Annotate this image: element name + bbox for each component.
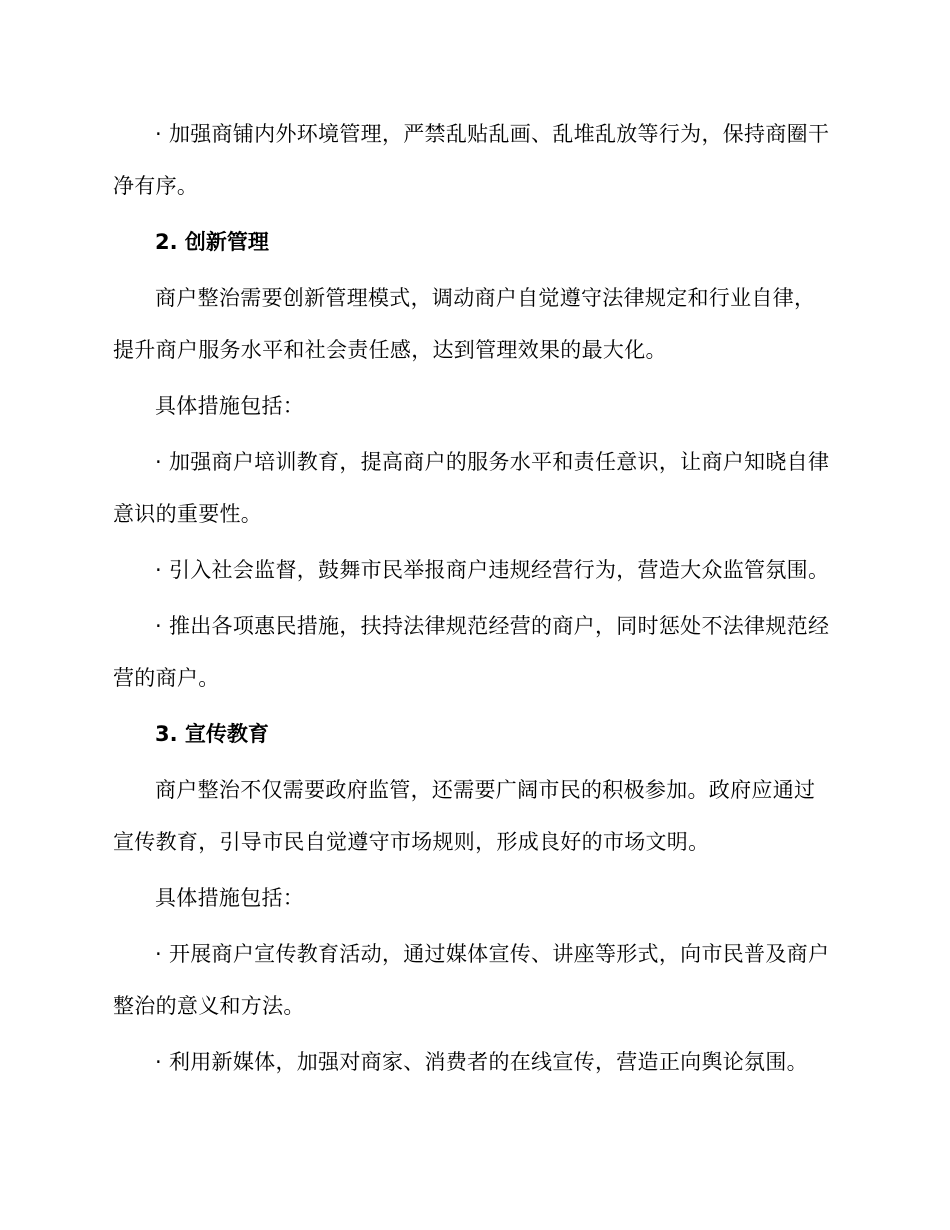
bullet-environment-management: · 加强商铺内外环境管理，严禁乱贴乱画、乱堆乱放等行为，保持商圈干净有序。 xyxy=(113,122,830,198)
paragraph-measures-intro-2: 具体措施包括： xyxy=(155,886,305,910)
bullet-education-activities: · 开展商户宣传教育活动，通过媒体宣传、讲座等形式，向市民普及商户整治的意义和方法。 xyxy=(113,942,830,1018)
bullet-merchant-training: · 加强商户培训教育，提高商户的服务水平和责任意识，让商户知晓自律意识的重要性。 xyxy=(113,450,830,526)
paragraph-innovative-management: 商户整治需要创新管理模式，调动商户自觉遵守法律规定和行业自律，提升商户服务水平和社会责任感，达到管理效果的最大化。 xyxy=(113,286,816,362)
paragraph-measures-intro: 具体措施包括： xyxy=(155,394,305,418)
bullet-benefit-measures: · 推出各项惠民措施，扶持法律规范经营的商户，同时惩处不法律规范经营的商户。 xyxy=(113,614,830,690)
section-heading-innovative-management: 2. 创新管理 xyxy=(155,230,269,254)
document-page xyxy=(113,108,833,1088)
paragraph-publicity-education: 商户整治不仅需要政府监管，还需要广阔市民的积极参加。政府应通过宣传教育，引导市民自觉遵守市场规则，形成良好的市场文明。 xyxy=(113,778,816,854)
section-heading-publicity-education: 3. 宣传教育 xyxy=(155,722,269,746)
bullet-new-media: · 利用新媒体，加强对商家、消费者的在线宣传，营造正向舆论氛围。 xyxy=(155,1050,808,1074)
bullet-social-supervision: · 引入社会监督，鼓舞市民举报商户违规经营行为，营造大众监管氛围。 xyxy=(155,558,830,582)
